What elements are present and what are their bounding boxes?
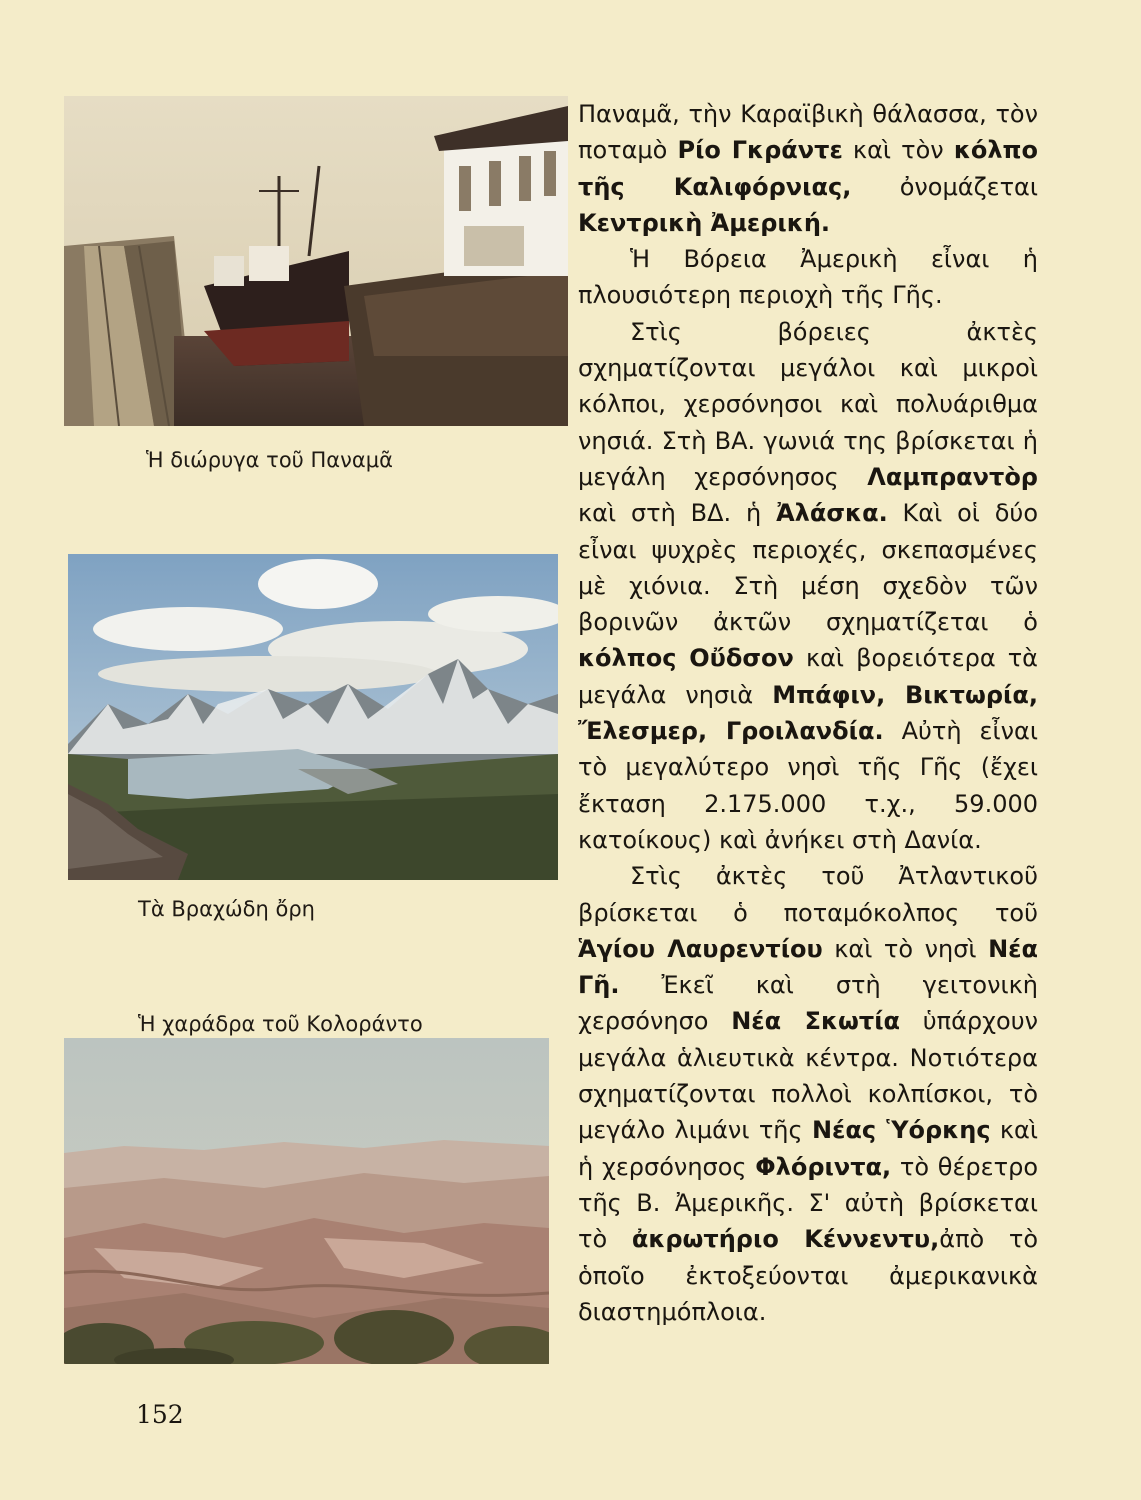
colorado-canyon-photo bbox=[64, 1038, 549, 1364]
panama-canal-photo bbox=[64, 96, 568, 426]
page-number: 152 bbox=[136, 1400, 184, 1429]
paragraph-atlantic-coasts: Στὶς ἀκτὲς τοῦ Ἀτλαντικοῦ βρίσκεται ὁ ποταμόκολπος τοῦ Ἁγίου Λαυρεντίου καὶ τὸ νησὶ Νέα Γῆ. Ἐκεῖ καὶ στὴ γειτονικὴ χερσόνησο Νέα Σκωτία ὑπάρχουν μεγάλα ἁλιευτικὰ κέντρα. Νοτιότερα σχηματίζονται πολλοὶ κολπίσκοι, τὸ μεγάλο λιμάνι τῆς Νέας Ὑόρκης καὶ ἡ χερσόνησος Φλόριντα, τὸ θέρετρο τῆς Β. Ἀμερικῆς. Σ' αὐτὴ βρίσκεται τὸ ἀκρωτήριο Κέννεντυ,ἀπὸ τὸ ὁποῖο ἐκτοξεύονται ἀμερικανικὰ διαστημόπλοια. bbox=[578, 862, 1039, 1326]
paragraph-north-america: Ἡ Βόρεια Ἀμερικὴ εἶναι ἡ πλουσιότερη περιοχὴ τῆς Γῆς. bbox=[578, 245, 1038, 310]
paragraph-central-america: Παναμᾶ, τὴν Καραϊβικὴ θάλασσα, τὸν ποταμὸ Ρίο Γκράντε καὶ τὸν κόλπο τῆς Καλιφόρνιας, ὀνομάζεται Κεντρικὴ Ἀμερική. bbox=[578, 100, 1039, 237]
panama-caption: Ἡ διώρυγα τοῦ Παναμᾶ bbox=[146, 448, 393, 472]
body-text bbox=[578, 96, 1038, 1330]
rocky-mountains-photo bbox=[68, 554, 558, 880]
rocky-mountains-caption: Τὰ Βραχώδη ὄρη bbox=[138, 897, 315, 921]
paragraph-northern-coasts: Στὶς βόρειες ἀκτὲς σχηματίζονται μεγάλοι καὶ μικροὶ κόλποι, χερσόνησοι καὶ πολυάριθμα νησιά. Στὴ ΒΑ. γωνιά της βρίσκεται ἡ μεγάλη χερσόνησος Λαμπραντὸρ καὶ στὴ ΒΔ. ἡ Ἀλάσκα. Καὶ οἱ δύο εἶναι ψυχρὲς περιοχές, σκεπασμένες μὲ χιόνια. Στὴ μέση σχεδὸν τῶν βορινῶν ἀκτῶν σχηματίζεται ὁ κόλπος Οὔδσον καὶ βορειότερα τὰ μεγάλα νησιὰ Μπάφιν, Βικτωρία, Ἔλεσμερ, Γροιλανδία. Αὐτὴ εἶναι τὸ μεγαλύτερο νησὶ τῆς Γῆς (ἔχει ἔκταση 2.175.000 τ.χ., 59.000 κατοίκους) καὶ ἀνήκει στὴ Δανία. bbox=[578, 317, 1038, 854]
colorado-caption: Ἡ χαράδρα τοῦ Κολοράντο bbox=[138, 1012, 423, 1036]
